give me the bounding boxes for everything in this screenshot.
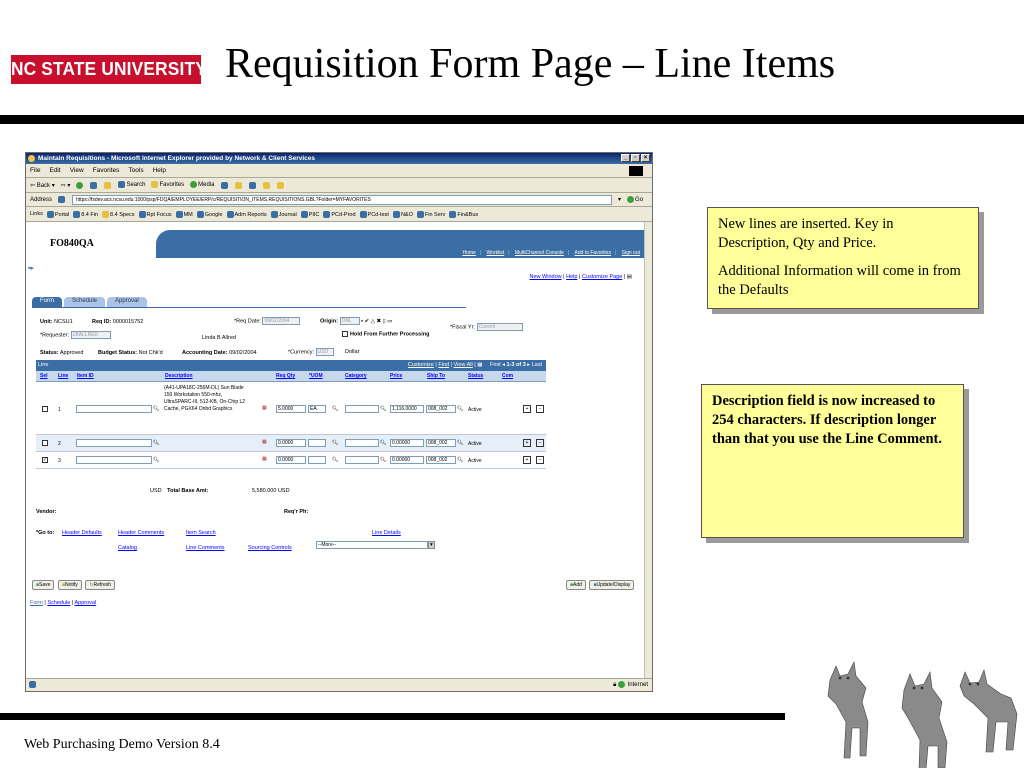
- folder-icon[interactable]: [263, 182, 270, 189]
- col-ship-to[interactable]: Ship To: [427, 373, 445, 379]
- bottom-page-links: Form | Schedule | Approval: [30, 600, 97, 606]
- link-page-icon: [176, 211, 183, 218]
- lock-icon: 🔒︎: [613, 682, 617, 688]
- comment-icon[interactable]: ▭: [387, 318, 393, 325]
- grid-column-headers: [36, 371, 546, 382]
- requester-name: Linda B Allred: [202, 335, 236, 341]
- refresh-icon[interactable]: [90, 182, 97, 189]
- req-qty-input[interactable]: 5.0000: [276, 405, 306, 413]
- browser-window: [25, 152, 653, 692]
- vendor-label: Vendor:: [36, 509, 57, 515]
- mail-icon[interactable]: [235, 182, 242, 189]
- row-select-checkbox[interactable]: [42, 440, 48, 446]
- menu-favorites[interactable]: Favorites: [92, 167, 120, 174]
- category-lookup-icon[interactable]: 🔍︎: [380, 457, 387, 463]
- bottom-rule: [0, 713, 785, 720]
- home-icon[interactable]: [104, 182, 111, 189]
- database-label: FO840QA: [50, 238, 94, 249]
- help-link[interactable]: Help: [566, 274, 578, 280]
- nav-sign-out[interactable]: Sign out: [621, 250, 640, 256]
- status-label: Status:: [40, 350, 59, 356]
- ship-to-input[interactable]: 008_002: [426, 456, 456, 464]
- grid-navigation: Customize | Find | View All | ▦ First ◂ 1-3 of 3 ▸ Last: [407, 362, 542, 368]
- total-amount: 5,580.000: [251, 488, 277, 494]
- col-uom[interactable]: *UOM: [309, 373, 323, 379]
- grid-last-link[interactable]: Last: [531, 362, 542, 368]
- grid-view-all-link[interactable]: View All: [453, 362, 473, 368]
- right-action-buttons: [566, 580, 636, 590]
- add-row-icon[interactable]: +: [523, 439, 531, 447]
- checkmark-icon[interactable]: ✔: [364, 318, 370, 325]
- col-price[interactable]: Price: [390, 373, 403, 379]
- budget-status-value: Not Chk'd: [138, 350, 163, 356]
- uom-lookup-icon[interactable]: 🔍︎: [332, 457, 339, 463]
- hold-label: Hold From Further Processing: [350, 331, 430, 338]
- line-detail-icon[interactable]: ▦: [262, 439, 267, 445]
- stop-icon[interactable]: [76, 182, 83, 189]
- link-mm[interactable]: MM: [176, 211, 193, 218]
- row-select-checkbox[interactable]: [42, 406, 48, 412]
- folder-icon: [102, 211, 109, 218]
- row-line-number: 2: [58, 441, 61, 447]
- currency-label: *Currency:: [288, 349, 314, 356]
- budget-status-label: Budget Status:: [98, 350, 138, 356]
- triangle-icon[interactable]: △: [370, 318, 375, 325]
- item-lookup-icon[interactable]: 🔍︎: [153, 457, 160, 463]
- customize-page-link[interactable]: Customize Page: [581, 274, 623, 280]
- minimize-button[interactable]: _: [621, 154, 630, 162]
- peoplesoft-nav-bar: Home | Worklist | MultiChannel Console | Add to Favorites | Sign out: [156, 230, 644, 258]
- status-field: [40, 350, 83, 356]
- page-utility-links: New Window | Help | Customize Page | ▤: [529, 274, 632, 280]
- table-row: [36, 435, 546, 452]
- address-input[interactable]: https://fsdev.acs.ncsu.edu:1000/psp/FDQA/EMPLOYEE/ERP/c/REQUISITION_ITEMS.REQUISITIONS.GBL?Folder=MYFAVORITES: [72, 195, 612, 205]
- search-icon: [118, 181, 125, 188]
- row-status: Active: [468, 441, 482, 447]
- goto-label: *Go to:: [36, 530, 55, 536]
- price-input[interactable]: 0.00000: [390, 456, 424, 464]
- req-date-label: *Req Date:: [234, 318, 261, 325]
- delete-x-icon[interactable]: ✖: [376, 318, 382, 325]
- requester-label: *Requester:: [40, 332, 70, 339]
- ship-to-lookup-icon[interactable]: 🔍︎: [457, 457, 464, 463]
- ie-icon: [28, 155, 35, 162]
- tab-divider: [32, 307, 466, 308]
- price-input[interactable]: 0.00000: [390, 439, 424, 447]
- uom-input[interactable]: EA: [308, 405, 326, 413]
- fiscal-year-label: *Fiscal Yr:: [450, 324, 475, 331]
- line-detail-icon[interactable]: ▦: [262, 456, 267, 462]
- ship-to-lookup-icon[interactable]: 🔍︎: [457, 440, 464, 446]
- req-id-label: Req ID:: [92, 319, 112, 325]
- accounting-date-field: [182, 350, 257, 356]
- unit-value: NCSU1: [54, 319, 73, 325]
- grid-download-icon[interactable]: ▦: [477, 362, 483, 368]
- save-button[interactable]: ■Save: [32, 580, 54, 590]
- unit-field: [40, 319, 73, 325]
- row-status: Active: [468, 458, 482, 464]
- callout-defaults-text: Additional Information will come in from the Defaults: [718, 262, 961, 298]
- category-input[interactable]: [345, 405, 379, 413]
- windows-logo-icon: [629, 166, 643, 176]
- callout-description-field: [701, 384, 964, 538]
- add-row-icon[interactable]: +: [523, 456, 531, 464]
- nav-multichannel-console[interactable]: MultiChannel Console: [514, 250, 564, 256]
- lookup-icon[interactable]: ▪: [361, 318, 364, 325]
- address-dropdown-icon[interactable]: ▾: [618, 197, 622, 203]
- bottom-link-form[interactable]: Form: [30, 600, 43, 606]
- nav-add-to-favorites[interactable]: Add to Favorites: [574, 250, 611, 256]
- col-category[interactable]: Category: [345, 373, 367, 379]
- accounting-date-label: Accounting Date:: [182, 350, 228, 356]
- media-button[interactable]: Media: [190, 181, 214, 188]
- currency-input[interactable]: USD: [316, 348, 334, 356]
- vendor-field: [36, 509, 56, 515]
- menu-tools[interactable]: Tools: [128, 167, 144, 174]
- total-unit: USD: [277, 488, 290, 494]
- goto-header-defaults[interactable]: Header Defaults: [62, 530, 102, 536]
- menu-help[interactable]: Help: [152, 167, 166, 174]
- uom-input[interactable]: [308, 439, 326, 447]
- refresh-button[interactable]: ↻Refresh: [85, 580, 115, 590]
- origin-input[interactable]: ONL: [340, 317, 360, 325]
- search-button[interactable]: Search: [118, 181, 145, 188]
- table-row: [36, 382, 546, 435]
- go-arrow-icon: [627, 196, 634, 203]
- page-status-icon: [29, 681, 36, 688]
- link-fin-bus[interactable]: Fin&Bus: [449, 211, 478, 218]
- update-display-button[interactable]: ■Update/Display: [589, 580, 634, 590]
- add-row-icon[interactable]: +: [523, 405, 531, 413]
- goto-sourcing-controls[interactable]: Sourcing Controls: [248, 545, 292, 551]
- tab-form[interactable]: Form: [32, 297, 62, 307]
- page-content: [26, 222, 644, 678]
- goto-item-search[interactable]: Item Search: [186, 530, 216, 536]
- link-page-icon: [197, 211, 204, 218]
- back-arrow-icon: ⇦: [30, 182, 37, 189]
- category-input[interactable]: [345, 439, 379, 447]
- goto-more-value: --More--: [316, 541, 428, 549]
- grid-prev-icon[interactable]: ◂: [502, 362, 505, 368]
- total-field: [150, 488, 290, 494]
- row-select-checkbox[interactable]: ✓: [43, 457, 48, 463]
- goto-more-select[interactable]: [316, 541, 435, 549]
- menu-file[interactable]: File: [30, 167, 41, 174]
- link-fin-serv[interactable]: Fin Serv: [417, 211, 445, 218]
- security-zone: 🔒︎ Internet: [613, 682, 648, 688]
- add-icon: ■: [570, 582, 574, 588]
- link-84-specs[interactable]: 8.4 Specs: [102, 211, 134, 218]
- line-detail-icon[interactable]: ▦: [262, 405, 267, 411]
- callout-new-lines-text: New lines are inserted. Key in Description, Qty and Price.: [718, 216, 894, 251]
- fiscal-year-select[interactable]: Current: [477, 323, 523, 331]
- wolves-image: [800, 640, 1024, 768]
- req-date-field: [234, 317, 300, 325]
- tab-approval[interactable]: Approval: [107, 297, 147, 307]
- category-lookup-icon[interactable]: 🔍︎: [380, 406, 387, 412]
- favorites-button[interactable]: Favorites: [151, 181, 184, 188]
- item-id-input[interactable]: [76, 439, 152, 447]
- link-rpt-focus[interactable]: Rpt Focus: [139, 211, 172, 218]
- goto-catalog[interactable]: Catalog: [118, 545, 137, 551]
- dropdown-arrow-icon: ▾: [430, 542, 433, 549]
- hold-field: [342, 331, 429, 337]
- callout-new-lines: [707, 207, 979, 309]
- status-value: Approved: [59, 350, 84, 356]
- link-page-icon: [47, 211, 54, 218]
- window-title: Maintain Requisitions - Microsoft Internet Explorer provided by Network & Client Services: [38, 155, 316, 162]
- grid-find-link[interactable]: Find: [438, 362, 450, 368]
- notify-icon: ■: [61, 582, 65, 588]
- col-item-id[interactable]: Item ID: [77, 373, 94, 379]
- notify-button[interactable]: ■Notify: [58, 580, 82, 590]
- menu-edit[interactable]: Edit: [49, 167, 61, 174]
- bottom-link-approval[interactable]: Approval: [74, 600, 97, 606]
- link-page-icon: [301, 211, 308, 218]
- peoplesoft-header: [26, 222, 644, 258]
- requester-phone-label: Req'r Ph:: [284, 509, 309, 515]
- new-window-link[interactable]: New Window: [529, 274, 562, 280]
- delete-row-icon[interactable]: −: [536, 439, 544, 447]
- requester-phone-field: [284, 509, 308, 515]
- slide-footer: Web Purchasing Demo Version 8.4: [24, 737, 220, 752]
- grid-first-link[interactable]: First: [489, 362, 501, 368]
- nav-home[interactable]: Home: [462, 250, 476, 256]
- menu-view[interactable]: View: [69, 167, 84, 174]
- go-button[interactable]: Go: [627, 196, 643, 203]
- action-buttons: [32, 580, 117, 590]
- slide-title: Requisition Form Page – Line Items: [225, 41, 836, 87]
- uom-input[interactable]: [308, 456, 326, 464]
- currency-field: [288, 348, 359, 356]
- req-qty-input[interactable]: 0.0000: [276, 439, 306, 447]
- bottom-link-schedule[interactable]: Schedule: [47, 600, 71, 606]
- link-adm-reports[interactable]: Adm Reports: [227, 211, 267, 218]
- link-page-icon: [417, 211, 424, 218]
- link-page-icon: [271, 211, 278, 218]
- col-line[interactable]: Line: [58, 373, 69, 379]
- grid-row-range: 1-3 of 3: [506, 362, 526, 368]
- accounting-date-value: 09/02/2004: [229, 350, 257, 356]
- total-label: Total Base Amt:: [167, 488, 209, 494]
- grid-next-icon[interactable]: ▸: [527, 362, 531, 368]
- hold-checkbox[interactable]: [342, 331, 348, 337]
- refresh-arrows-icon: ↻: [89, 582, 94, 588]
- total-currency: USD: [150, 488, 162, 494]
- link-pcd-test[interactable]: PCd-test: [360, 211, 389, 218]
- row-line-number: 3: [58, 458, 61, 464]
- delete-row-icon[interactable]: −: [536, 456, 544, 464]
- line-items-grid: [36, 360, 546, 469]
- ship-to-lookup-icon[interactable]: 🔍︎: [457, 406, 464, 412]
- origin-label: Origin:: [320, 318, 339, 325]
- link-portal[interactable]: Portal: [47, 211, 69, 218]
- menu-bar: [26, 164, 652, 178]
- update-icon: ■: [593, 582, 597, 588]
- page-tabs: [32, 297, 147, 307]
- favorites-icon: [151, 181, 158, 188]
- link-page-icon: [393, 211, 400, 218]
- uom-lookup-icon[interactable]: 🔍︎: [332, 406, 339, 412]
- link-84-fin[interactable]: 8.4 Fin: [73, 211, 98, 218]
- trash-icon[interactable]: ▯: [382, 318, 386, 325]
- req-qty-input[interactable]: 0.0000: [276, 456, 306, 464]
- req-id-field: [92, 319, 143, 325]
- link-google[interactable]: Google: [197, 211, 223, 218]
- close-button[interactable]: ×: [641, 154, 650, 162]
- maximize-button[interactable]: ▫: [631, 154, 640, 162]
- forward-button[interactable]: ⇨ ▾: [60, 182, 71, 189]
- req-id-value: 0000015752: [112, 319, 144, 325]
- origin-field: [320, 317, 392, 325]
- link-journal[interactable]: Journal: [271, 211, 297, 218]
- address-bar: [26, 193, 652, 207]
- currency-name: Dollar: [345, 349, 360, 356]
- item-lookup-icon[interactable]: 🔍︎: [153, 406, 160, 412]
- vertical-scrollbar[interactable]: [644, 222, 652, 678]
- item-id-input[interactable]: [76, 456, 152, 464]
- ncsu-logo: NC STATE UNIVERSITY: [11, 55, 201, 84]
- col-status[interactable]: Status: [468, 373, 484, 379]
- browser-toolbar: [26, 178, 652, 193]
- row-status: Active: [468, 407, 482, 413]
- link-page-icon: [449, 211, 456, 218]
- link-piic[interactable]: PIIC: [301, 211, 320, 218]
- links-label: Links: [30, 211, 43, 217]
- top-rule: [0, 115, 1024, 124]
- printer-icon[interactable]: ▤: [626, 274, 632, 280]
- item-lookup-icon[interactable]: 🔍︎: [153, 440, 160, 446]
- col-req-qty[interactable]: Req Qty: [276, 373, 296, 379]
- window-titlebar: [26, 153, 652, 164]
- col-sel[interactable]: Sel: [40, 373, 48, 379]
- requester-field: [40, 331, 111, 339]
- description-input[interactable]: (A41-UPA18C-256M-DL) Sun Blade 150 Workstation 550-mhz, UltraSPARC-III, 512-KB, On-Chip L2 Cache, PGX64 Onbd Graphics: [164, 385, 246, 412]
- budget-status-field: [98, 350, 163, 356]
- goto-line-comments[interactable]: Line Comments: [186, 545, 225, 551]
- link-pcd-prod[interactable]: PCd-Prod: [323, 211, 355, 218]
- ship-to-input[interactable]: 008_002: [426, 439, 456, 447]
- ship-to-input[interactable]: 008_002: [426, 405, 456, 413]
- print-icon[interactable]: [249, 182, 256, 189]
- requester-input[interactable]: LBALLRED: [71, 331, 111, 339]
- uom-lookup-icon[interactable]: 🔍︎: [332, 440, 339, 446]
- table-row: [36, 452, 546, 469]
- media-icon: [190, 181, 197, 188]
- link-page-icon: [360, 211, 367, 218]
- grid-customize-link[interactable]: Customize: [407, 362, 434, 368]
- nav-worklist[interactable]: Worklist: [486, 250, 505, 256]
- goto-line-details[interactable]: Line Details: [372, 530, 401, 536]
- save-icon: ■: [36, 582, 40, 588]
- tab-schedule[interactable]: Schedule: [64, 297, 105, 307]
- link-n-and-o[interactable]: N&O: [393, 211, 413, 218]
- links-bar: [26, 207, 652, 222]
- goto-header-comments[interactable]: Header Comments: [118, 530, 165, 536]
- add-button[interactable]: ■Add: [566, 580, 586, 590]
- col-description[interactable]: Description: [165, 373, 193, 379]
- grid-header: [36, 360, 546, 371]
- browser-status-bar: [26, 678, 652, 691]
- link-page-icon: [73, 211, 80, 218]
- menu-toggle-icon[interactable]: ▪▸: [28, 265, 34, 272]
- row-line-number: 1: [58, 407, 61, 413]
- col-com[interactable]: Com: [502, 373, 514, 379]
- grid-title: Line: [38, 362, 49, 368]
- req-date-input[interactable]: 09/02/2004: [262, 317, 300, 325]
- history-icon[interactable]: [221, 182, 228, 189]
- page-icon: [58, 196, 65, 203]
- messenger-icon[interactable]: [277, 182, 284, 189]
- category-input[interactable]: [345, 456, 379, 464]
- internet-zone-icon: [618, 681, 625, 688]
- address-label: Address: [30, 196, 53, 203]
- delete-row-icon[interactable]: −: [536, 405, 544, 413]
- price-input[interactable]: 1,116.0000: [390, 405, 424, 413]
- link-page-icon: [139, 211, 146, 218]
- link-page-icon: [323, 211, 330, 218]
- callout-description-text: Description field is now increased to 254 characters. If description longer than that you use the Line Comment.: [712, 393, 942, 447]
- category-lookup-icon[interactable]: 🔍︎: [380, 440, 387, 446]
- item-id-input[interactable]: [76, 405, 152, 413]
- back-button[interactable]: ⇦ Back ▾: [30, 182, 55, 189]
- unit-label: Unit:: [40, 319, 53, 325]
- link-page-icon: [227, 211, 234, 218]
- fiscal-year-field: [450, 323, 523, 331]
